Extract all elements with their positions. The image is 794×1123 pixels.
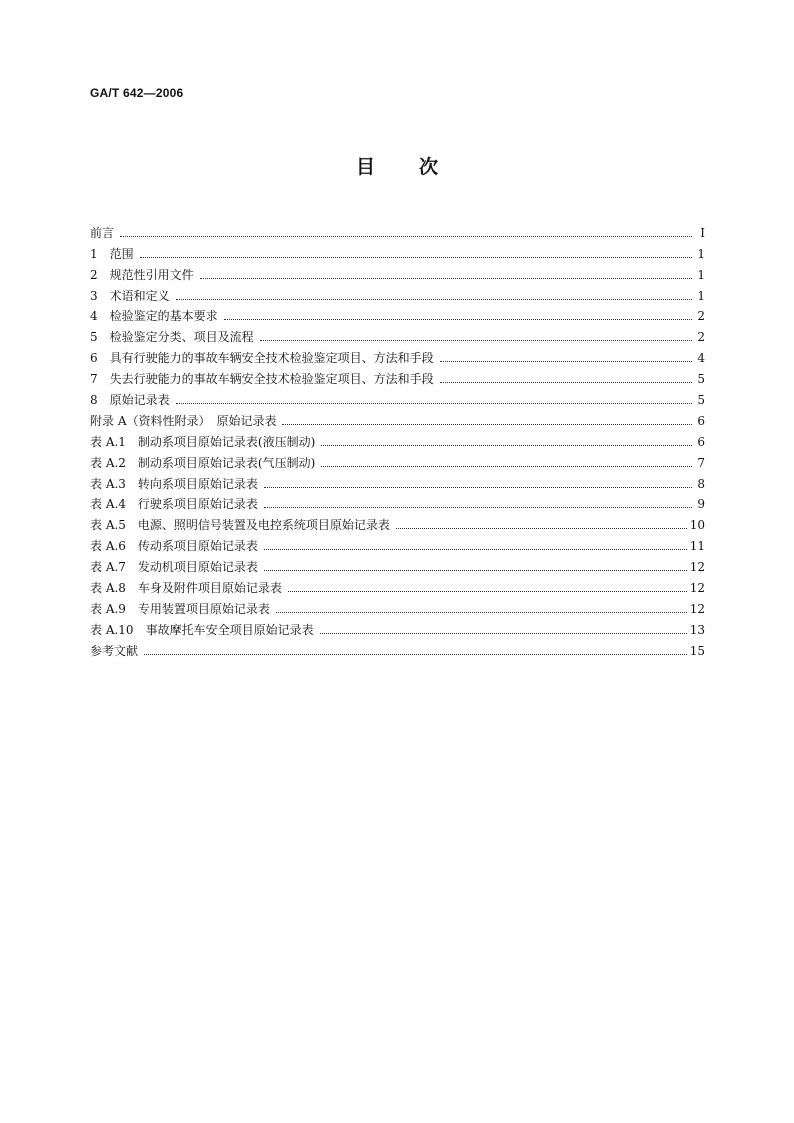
toc-entry-page-number: 15 — [689, 643, 705, 658]
toc-leader-dots — [200, 277, 692, 279]
toc-leader-dots — [176, 298, 692, 300]
toc-entry[interactable] — [90, 261, 705, 282]
toc-entry-label: 表 A.5 电源、照明信号装置及电控系统项目原始记录表 — [90, 518, 390, 533]
toc-entry[interactable] — [90, 386, 705, 407]
toc-entry[interactable] — [90, 407, 705, 428]
toc-entry-page-number: 1 — [697, 288, 705, 303]
toc-leader-dots — [282, 423, 692, 425]
toc-entry[interactable] — [90, 470, 705, 491]
toc-leader-dots — [288, 590, 687, 592]
toc-entry-page-number: 8 — [697, 476, 705, 491]
toc-entry-label: 1 范围 — [90, 246, 134, 261]
toc-entry[interactable] — [90, 553, 705, 574]
toc-entry-page-number: 12 — [689, 560, 705, 575]
toc-entry[interactable] — [90, 303, 705, 324]
toc-entry-label: 5 检验鉴定分类、项目及流程 — [90, 330, 254, 345]
toc-leader-dots — [140, 256, 692, 258]
toc-leader-dots — [120, 235, 692, 237]
toc-entry-label: 附录 A（资料性附录） 原始记录表 — [90, 413, 277, 428]
toc-leader-dots — [440, 381, 692, 383]
toc-entry-page-number: 13 — [689, 622, 705, 637]
toc-leader-dots — [176, 402, 692, 404]
toc-entry[interactable] — [90, 595, 705, 616]
page-title: 目次 — [355, 156, 482, 178]
toc-entry-page-number: 10 — [689, 518, 705, 533]
toc-entry-label: 4 检验鉴定的基本要求 — [90, 309, 218, 324]
toc-entry-page-number: 6 — [697, 434, 705, 449]
toc-entry-label: 表 A.2 制动系项目原始记录表(气压制动) — [90, 455, 316, 470]
toc-entry-page-number: 7 — [697, 455, 705, 470]
toc-entry[interactable] — [90, 491, 705, 512]
toc-entry-page-number: 1 — [697, 246, 705, 261]
toc-entry-label: 表 A.7 发动机项目原始记录表 — [90, 560, 258, 575]
toc-leader-dots — [264, 569, 687, 571]
toc-leader-dots — [264, 506, 692, 508]
toc-entry[interactable] — [90, 449, 705, 470]
toc-leader-dots — [396, 527, 687, 529]
toc-entry[interactable] — [90, 637, 705, 658]
toc-entry-label: 6 具有行驶能力的事故车辆安全技术检验鉴定项目、方法和手段 — [90, 351, 434, 366]
toc-entry-page-number: 12 — [689, 581, 705, 596]
toc-leader-dots — [224, 318, 692, 320]
toc-entry-label: 2 规范性引用文件 — [90, 267, 194, 282]
toc-entry-page-number: 1 — [697, 267, 705, 282]
toc-entry-label: 7 失去行驶能力的事故车辆安全技术检验鉴定项目、方法和手段 — [90, 372, 434, 387]
toc-entry-page-number: 6 — [697, 413, 705, 428]
toc-entry[interactable] — [90, 240, 705, 261]
toc-leader-dots — [144, 653, 687, 655]
toc-entry-label: 表 A.9 专用装置项目原始记录表 — [90, 601, 270, 616]
toc-entry-page-number: 11 — [689, 539, 705, 554]
toc-entry-label: 3 术语和定义 — [90, 288, 170, 303]
toc-entry[interactable] — [90, 616, 705, 637]
toc-entry[interactable] — [90, 323, 705, 344]
toc-entry-page-number: I — [700, 225, 705, 240]
toc-entry-label: 表 A.3 转向系项目原始记录表 — [90, 476, 258, 491]
toc-entry[interactable] — [90, 365, 705, 386]
toc-entry[interactable] — [90, 344, 705, 365]
toc-leader-dots — [260, 339, 692, 341]
toc-entry-label: 表 A.1 制动系项目原始记录表(液压制动) — [90, 434, 316, 449]
toc-leader-dots — [320, 632, 687, 634]
toc-entry-page-number: 2 — [697, 309, 705, 324]
toc-entry-page-number: 12 — [689, 601, 705, 616]
toc-leader-dots — [321, 444, 692, 446]
toc-leader-dots — [264, 486, 692, 488]
toc-entry-label: 表 A.10 事故摩托车安全项目原始记录表 — [90, 622, 314, 637]
toc-leader-dots — [321, 465, 692, 467]
toc-entry-page-number: 9 — [697, 497, 705, 512]
toc-entry[interactable] — [90, 574, 705, 595]
toc-entry-page-number: 5 — [697, 393, 705, 408]
toc-entry[interactable] — [90, 511, 705, 532]
toc-entry-label: 8 原始记录表 — [90, 393, 170, 408]
toc-entry-label: 前言 — [90, 225, 115, 240]
toc-entry-label: 表 A.6 传动系项目原始记录表 — [90, 539, 258, 554]
toc-entry-page-number: 2 — [697, 330, 705, 345]
toc-entry-label: 表 A.8 车身及附件项目原始记录表 — [90, 581, 282, 596]
toc-leader-dots — [264, 548, 687, 550]
toc-entry-page-number: 5 — [697, 372, 705, 387]
toc-entry-page-number: 4 — [697, 351, 705, 366]
toc-entry[interactable] — [90, 282, 705, 303]
toc-leader-dots — [440, 360, 692, 362]
table-of-contents — [90, 219, 705, 658]
toc-leader-dots — [276, 611, 687, 613]
toc-entry[interactable] — [90, 219, 705, 240]
toc-entry[interactable] — [90, 428, 705, 449]
toc-entry-label: 参考文献 — [90, 643, 139, 658]
toc-entry[interactable] — [90, 532, 705, 553]
toc-entry-label: 表 A.4 行驶系项目原始记录表 — [90, 497, 258, 512]
standard-code: GA/T 642—2006 — [90, 86, 184, 100]
